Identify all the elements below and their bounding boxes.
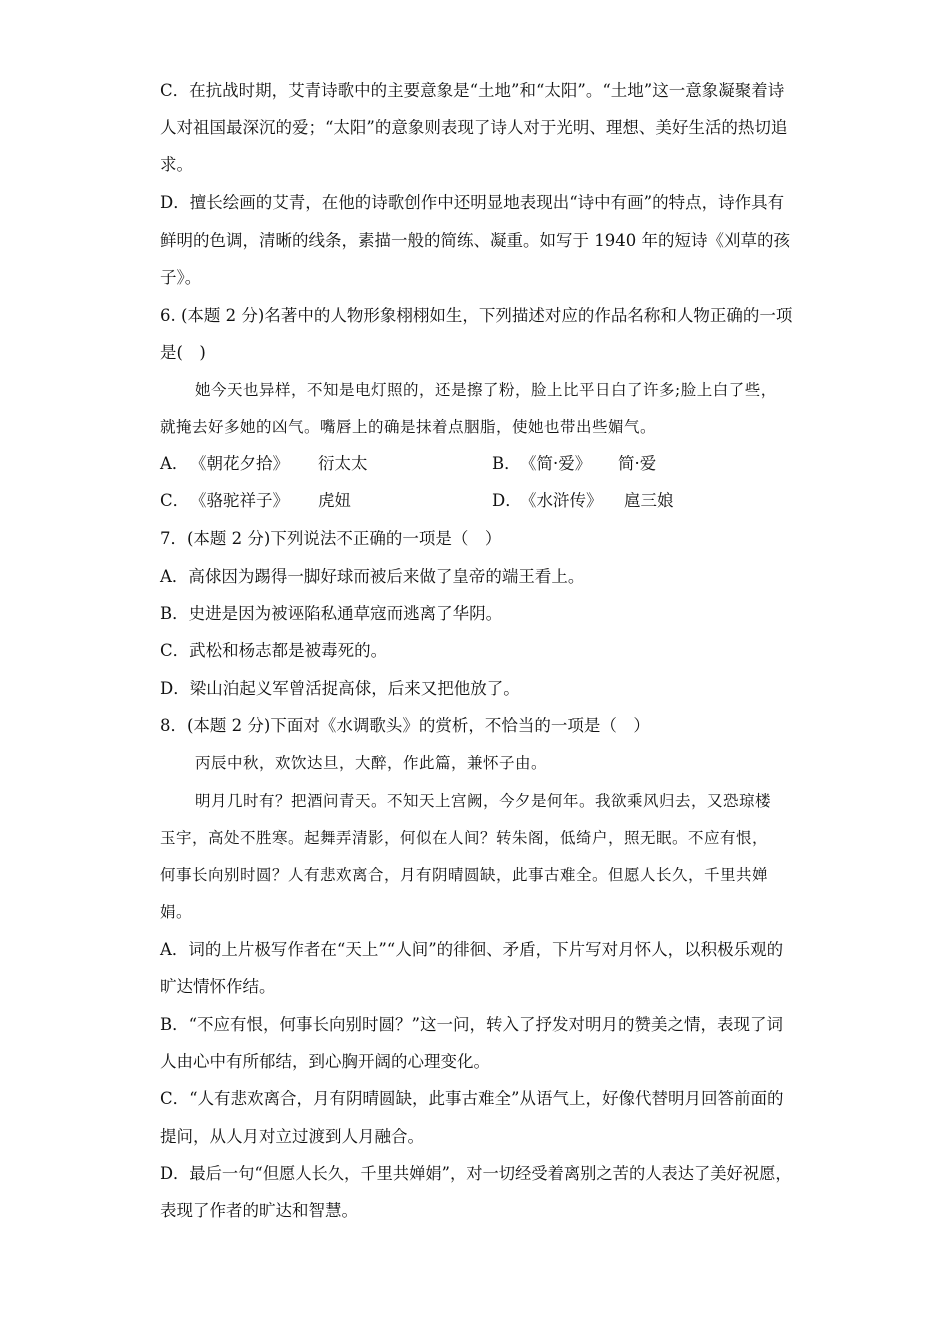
q6-stem-line-1: 6. (本题 2 分)名著中的人物形象栩栩如生，下列描述对应的作品名称和人物正确的一项 [160,306,793,325]
q6-option-a-work: 《朝花夕拾》 [190,454,289,473]
q6-option-b-work: 《简·爱》 [520,454,592,473]
q5-option-d-line-1: D．擅长绘画的艾青，在他的诗歌创作中还明显地表现出“诗中有画”的特点，诗作具有 [160,193,785,212]
q5-option-d-line-2: 鲜明的色调，清晰的线条，素描一般的简练、凝重。如写于 1940 年的短诗《刈草的孩 [160,231,790,250]
q7-option-c: C．武松和杨志都是被毒死的。 [160,641,388,660]
q5-option-c-line-3: 求。 [160,155,193,174]
q7-option-d: D．梁山泊起义军曾活捉高俅，后来又把他放了。 [160,679,520,698]
q6-option-a-person: 衍太太 [318,454,368,473]
q5-option-c-line-1: C．在抗战时期，艾青诗歌中的主要意象是“土地”和“太阳”。“土地”这一意象凝聚着诗 [160,81,785,100]
q8-poem-line-3: 何事长向别时圆？人有悲欢离合，月有阴晴圆缺，此事古难全。但愿人长久，千里共婵 [160,866,769,884]
q5-option-c-line-2: 人对祖国最深沉的爱；“太阳”的意象则表现了诗人对于光明、理想、美好生活的热切追 [160,118,788,137]
q8-option-c-line-1: C．“人有悲欢离合，月有阴晴圆缺，此事古难全”从语气上，好像代替明月回答前面的 [160,1089,784,1108]
q6-option-d-work: 《水浒传》 [520,491,603,510]
q8-option-a-line-2: 旷达情怀作结。 [160,977,276,996]
q6-option-a-letter: A． [160,454,189,473]
q8-option-d-line-2: 表现了作者的旷达和智慧。 [160,1201,358,1220]
q6-stem-line-2: 是( ) [160,343,206,362]
q5-option-d-line-3: 子》。 [160,268,202,287]
q8-stem: 8．(本题 2 分)下面对《水调歌头》的赏析，不恰当的一项是（ ） [160,716,650,735]
q8-poem-line-1: 明月几时有？把酒问青天。不知天上宫阙，今夕是何年。我欲乘风归去，又恐琼楼 [195,792,772,810]
q8-poem-line-2: 玉宇，高处不胜寒。起舞弄清影，何似在人间？转朱阁，低绮户，照无眠。不应有恨， [160,829,769,847]
q8-option-a-line-1: A．词的上片极写作者在“天上”“人间”的徘徊、矛盾，下片写对月怀人，以积极乐观的 [160,940,784,959]
q8-option-b-line-2: 人由心中有所郁结，到心胸开阔的心理变化。 [160,1052,490,1071]
q6-passage-line-2: 就掩去好多她的凶气。嘴唇上的确是抹着点胭脂，使她也带出些媚气。 [160,418,657,436]
q8-option-c-line-2: 提问，从人月对立过渡到人月融合。 [160,1127,424,1146]
q8-option-b-line-1: B．“不应有恨，何事长向别时圆？”这一问，转入了抒发对明月的赞美之情，表现了词 [160,1015,783,1034]
q6-option-c-work: 《骆驼祥子》 [190,491,289,510]
q6-passage-line-1: 她今天也异样，不知是电灯照的，还是擦了粉，脸上比平日白了许多;脸上白了些， [195,381,777,399]
q7-option-a: A．高俅因为踢得一脚好球而被后来做了皇帝的端王看上。 [160,567,585,586]
q6-option-d-person: 扈三娘 [624,491,674,510]
q6-option-d-letter: D． [492,491,522,510]
q8-poem-line-4: 娟。 [160,903,193,921]
q6-option-b-letter: B． [492,454,521,473]
q7-stem: 7．(本题 2 分)下列说法不正确的一项是（ ） [160,529,502,548]
q8-option-d-line-1: D．最后一句“但愿人长久，千里共婵娟”，对一切经受着离别之苦的人表达了美好祝愿， [160,1164,792,1183]
q6-option-b-person: 简·爱 [618,454,657,473]
q8-poem-preface: 丙辰中秋，欢饮达旦，大醉，作此篇，兼怀子由。 [195,754,548,772]
q6-option-c-letter: C． [160,491,190,510]
q6-option-c-person: 虎妞 [318,491,351,510]
q7-option-b: B．史进是因为被诬陷私通草寇而逃离了华阴。 [160,604,503,623]
